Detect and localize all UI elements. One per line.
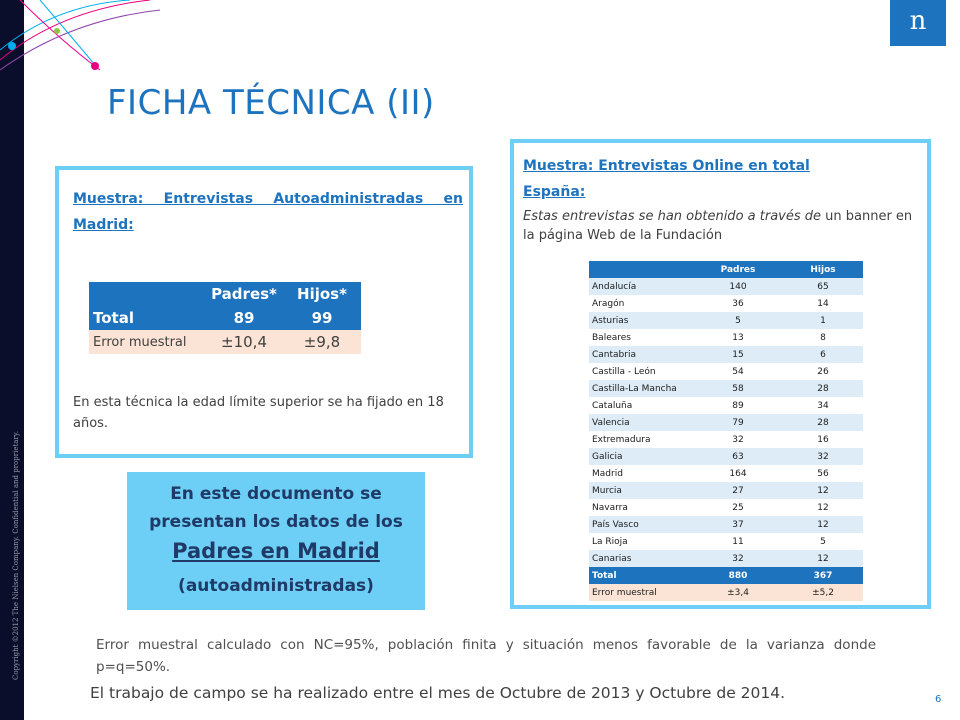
padres-value-cell: 25: [693, 499, 783, 516]
padres-value-cell: 13: [693, 329, 783, 346]
callout-intro: En este documento se presentan los datos de los: [149, 484, 403, 532]
hijos-value-cell: 65: [783, 278, 863, 295]
table-row: [589, 363, 863, 380]
region-name-cell: Aragón: [589, 295, 693, 312]
region-name-cell: Cataluña: [589, 397, 693, 414]
hijos-value-cell: 8: [783, 329, 863, 346]
page-title: FICHA TÉCNICA (II): [107, 83, 435, 123]
padres-value-cell: 63: [693, 448, 783, 465]
sampling-error-footnote: Error muestral calculado con NC=95%, población finita y situación menos favorable de la varianza donde p=q=50%.: [96, 637, 876, 675]
region-name-cell: Extremadura: [589, 431, 693, 448]
table-row: [589, 550, 863, 567]
region-name-cell: Error muestral: [589, 584, 693, 601]
table-row: [589, 465, 863, 482]
region-name-cell: Valencia: [589, 414, 693, 431]
hijos-value-cell: 12: [783, 499, 863, 516]
padres-value-cell: 37: [693, 516, 783, 533]
padres-value-cell: 79: [693, 414, 783, 431]
hijos-value-cell: ±5,2: [783, 584, 863, 601]
padres-value-cell: ±3,4: [693, 584, 783, 601]
region-name-cell: Madrid: [589, 465, 693, 482]
region-name-cell: Navarra: [589, 499, 693, 516]
hijos-value-cell: 12: [783, 516, 863, 533]
region-name-cell: Asturias: [589, 312, 693, 329]
table-header-row: Padres* Hijos*: [89, 282, 361, 306]
padres-value-cell: 89: [693, 397, 783, 414]
padres-value-cell: 32: [693, 550, 783, 567]
page-number: 6: [935, 694, 942, 705]
fieldwork-dates: El trabajo de campo se ha realizado entre el mes de Octubre de 2013 y Octubre de 2014.: [90, 684, 786, 702]
region-name-cell: Castilla - León: [589, 363, 693, 380]
region-sample-table: [589, 261, 863, 601]
online-sample-box: [510, 139, 931, 609]
hijos-value-cell: 32: [783, 448, 863, 465]
table-row: [589, 414, 863, 431]
hijos-value-cell: 12: [783, 550, 863, 567]
decorative-lines-graphic: [0, 0, 160, 90]
padres-value-cell: 11: [693, 533, 783, 550]
online-sample-description: Estas entrevistas se han obtenido a través de un banner en la página Web de la Fundación: [523, 209, 913, 243]
padres-value-cell: 880: [693, 567, 783, 584]
table-row: [589, 499, 863, 516]
table-row: [589, 329, 863, 346]
region-name-cell: Galicia: [589, 448, 693, 465]
hijos-value-cell: 5: [783, 533, 863, 550]
hijos-value-cell: 34: [783, 397, 863, 414]
hijos-value-cell: 56: [783, 465, 863, 482]
padres-value-cell: 27: [693, 482, 783, 499]
table-total-row: Total 89 99: [89, 306, 361, 330]
table-error-row: [589, 584, 863, 601]
padres-value-cell: 164: [693, 465, 783, 482]
region-name-cell: La Rioja: [589, 533, 693, 550]
hijos-value-cell: 28: [783, 414, 863, 431]
hijos-value-cell: 26: [783, 363, 863, 380]
table-row: [589, 533, 863, 550]
online-sample-heading[interactable]: Muestra: Entrevistas Online en total España:: [523, 158, 810, 200]
padres-value-cell: 140: [693, 278, 783, 295]
region-name-cell: Cantabria: [589, 346, 693, 363]
callout-subnote: (autoadministradas): [178, 576, 374, 596]
table-row: [589, 482, 863, 499]
madrid-sample-table: [89, 282, 361, 354]
callout-highlight: Padres en Madrid: [172, 539, 380, 563]
region-name-cell: País Vasco: [589, 516, 693, 533]
table-total-row: [589, 567, 863, 584]
madrid-parents-callout: [127, 472, 425, 610]
table-row: [589, 346, 863, 363]
age-limit-note: En esta técnica la edad límite superior se ha fijado en 18 años.: [73, 395, 444, 431]
padres-value-cell: 54: [693, 363, 783, 380]
copyright-notice: Copyright ©2012 The Nielsen Company. Confidential and proprietary.: [12, 430, 20, 680]
region-name-cell: Andalucía: [589, 278, 693, 295]
region-name-cell: Murcia: [589, 482, 693, 499]
padres-value-cell: 15: [693, 346, 783, 363]
madrid-sample-box: [55, 166, 473, 458]
padres-value-cell: 32: [693, 431, 783, 448]
padres-value-cell: 5: [693, 312, 783, 329]
hijos-value-cell: 28: [783, 380, 863, 397]
hijos-value-cell: 1: [783, 312, 863, 329]
table-row: [589, 431, 863, 448]
region-name-cell: Canarias: [589, 550, 693, 567]
padres-value-cell: 36: [693, 295, 783, 312]
hijos-value-cell: 12: [783, 482, 863, 499]
table-error-row: Error muestral ±10,4 ±9,8: [89, 330, 361, 354]
hijos-value-cell: 16: [783, 431, 863, 448]
hijos-value-cell: 6: [783, 346, 863, 363]
table-row: [589, 448, 863, 465]
padres-value-cell: 58: [693, 380, 783, 397]
nielsen-logo: n: [890, 0, 946, 46]
region-name-cell: Total: [589, 567, 693, 584]
hijos-value-cell: 14: [783, 295, 863, 312]
hijos-value-cell: 367: [783, 567, 863, 584]
table-row: [589, 312, 863, 329]
table-row: [589, 380, 863, 397]
region-name-cell: Baleares: [589, 329, 693, 346]
table-row: [589, 397, 863, 414]
table-header-row: Padres Hijos: [589, 261, 863, 278]
table-row: [589, 516, 863, 533]
table-row: [589, 278, 863, 295]
madrid-sample-heading[interactable]: Muestra: Entrevistas Autoadministradas en Madrid:: [73, 191, 463, 233]
table-row: [589, 295, 863, 312]
region-name-cell: Castilla-La Mancha: [589, 380, 693, 397]
